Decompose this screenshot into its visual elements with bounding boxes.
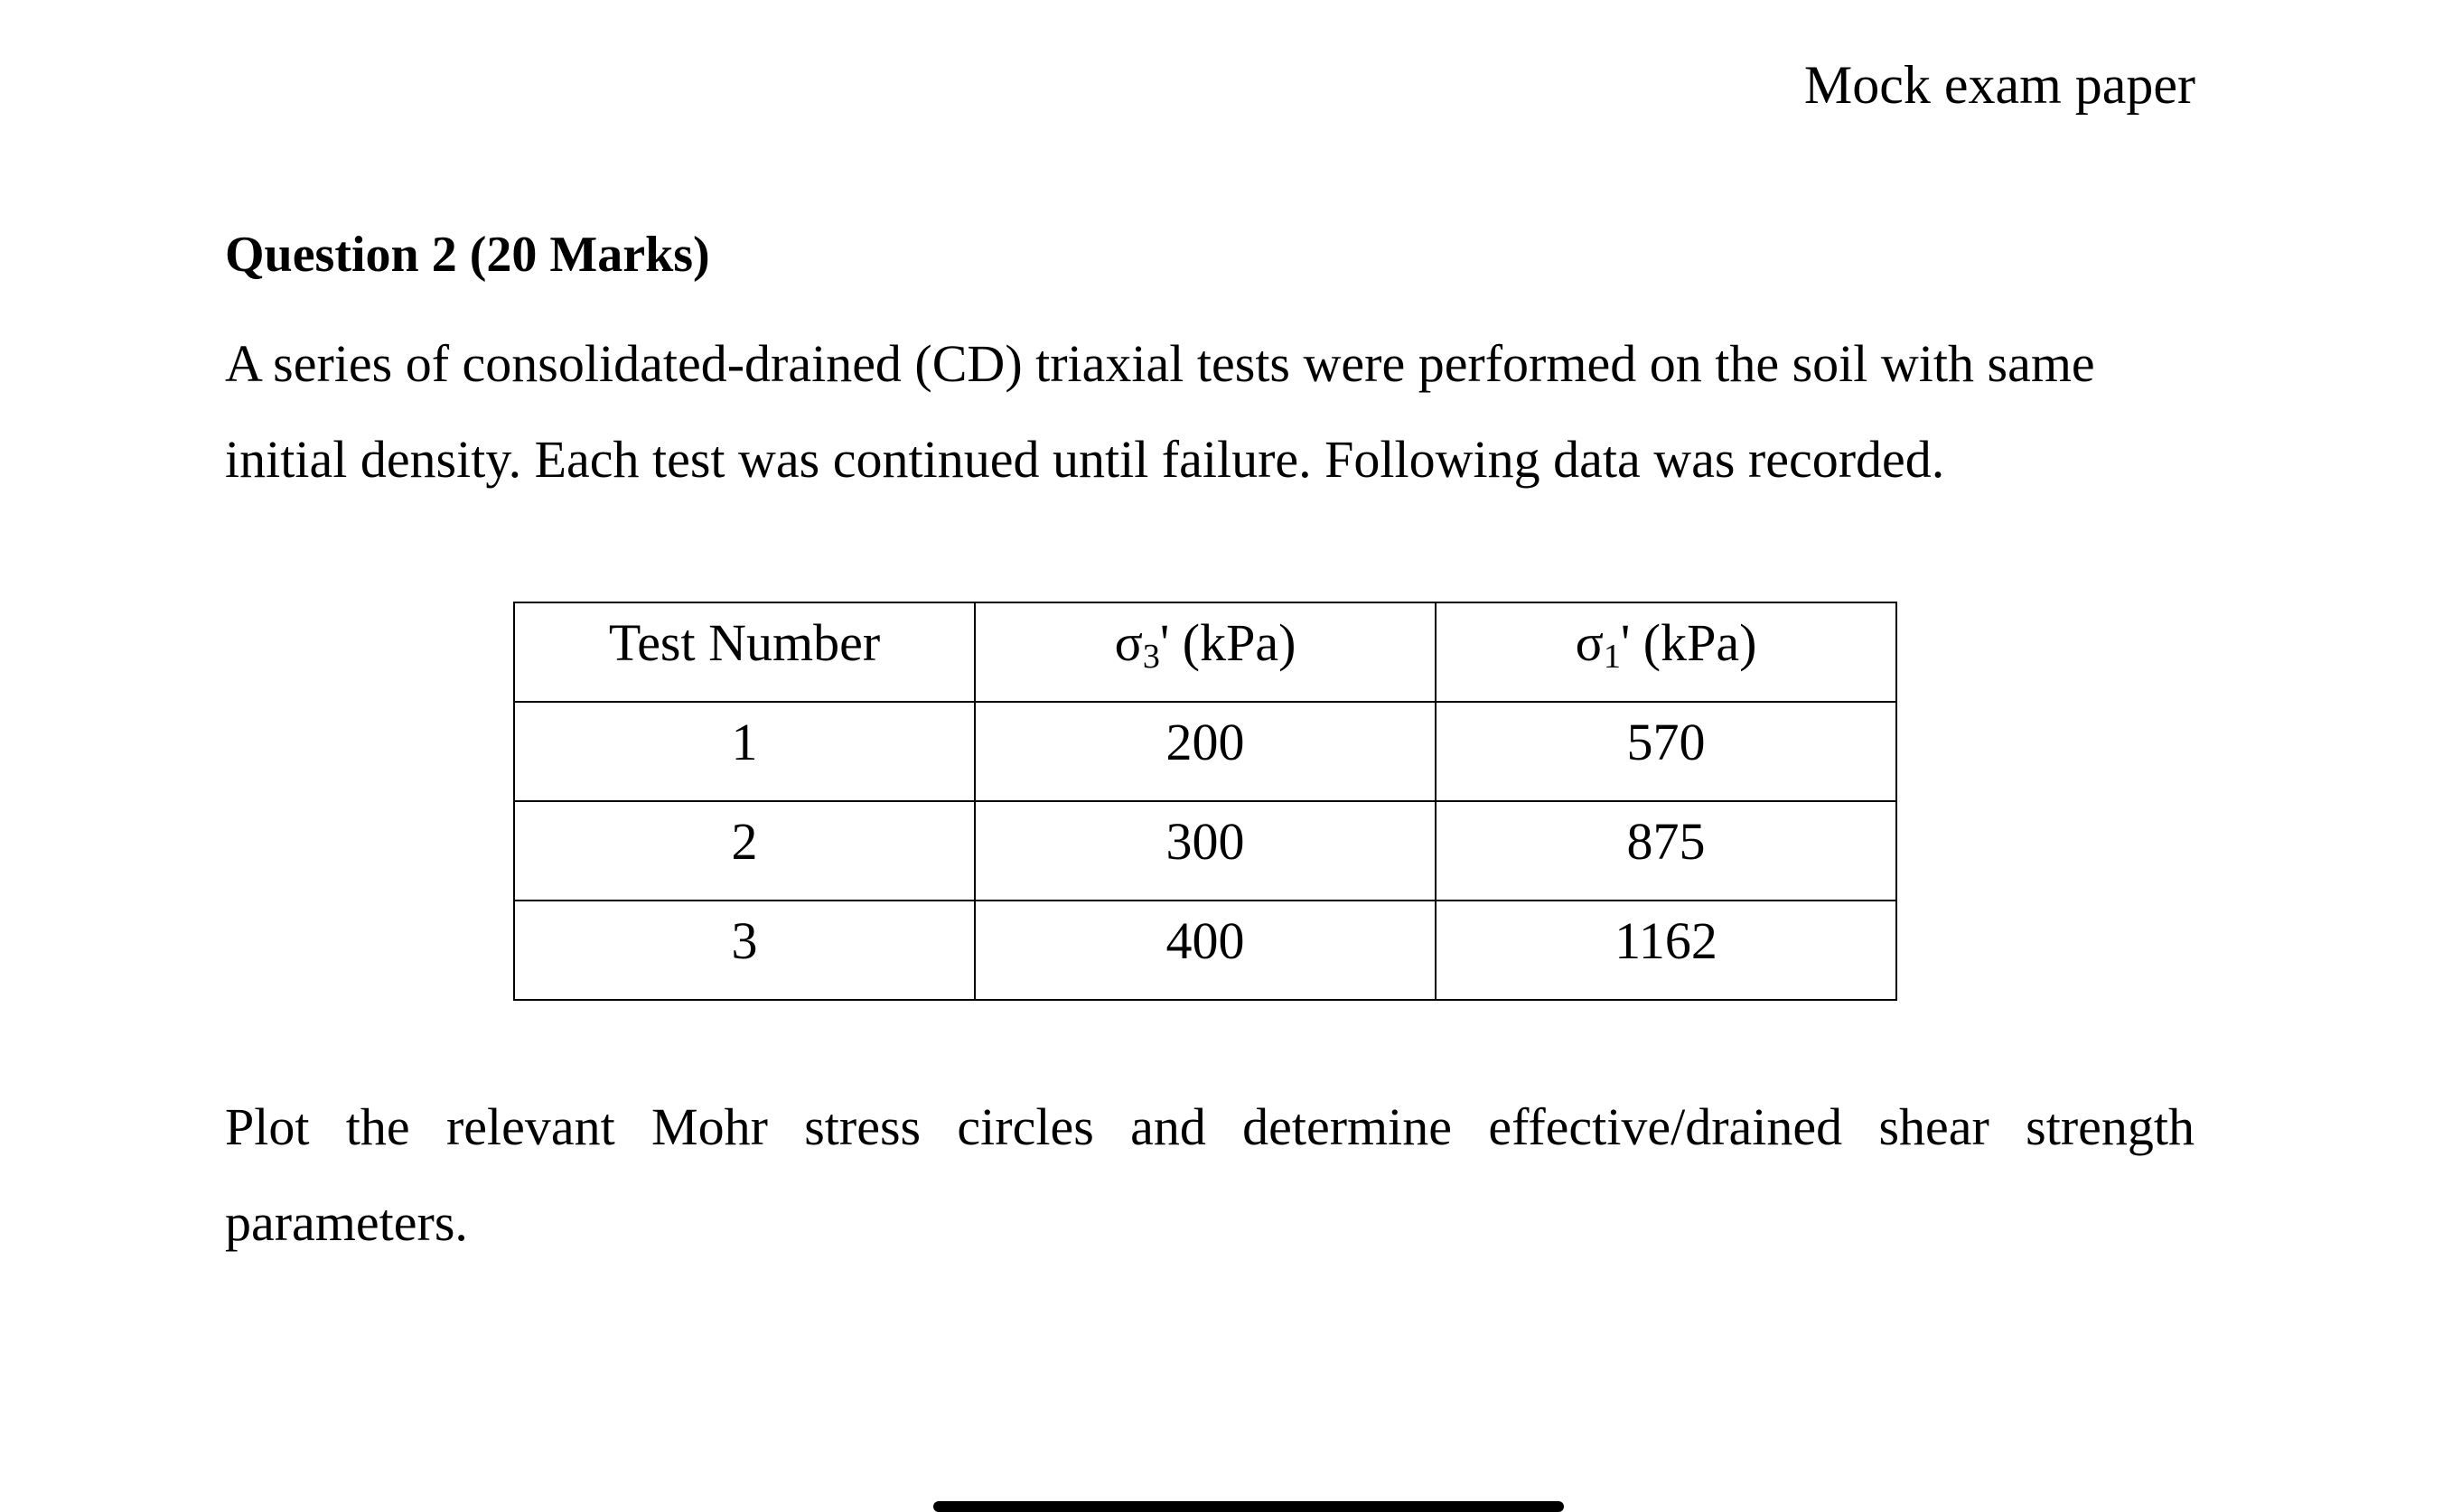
sigma1-symbol: σ (1575, 613, 1604, 672)
table-body (514, 702, 1896, 1000)
question-instruction: Plot the relevant Mohr stress circles and determine effective/drained shear strength parameters. (225, 1097, 2195, 1252)
cell-test-number: 2 (514, 801, 975, 901)
table-row (514, 901, 1896, 1000)
table-row (514, 702, 1896, 801)
header-sigma1 (1436, 602, 1896, 702)
header-sigma3 (975, 602, 1436, 702)
sigma3-symbol: σ (1114, 613, 1143, 672)
table-header-row (514, 602, 1896, 702)
cell-test-number: 3 (514, 901, 975, 1000)
question-intro: A series of consolidated-drained (CD) triaxial tests were performed on the soil with same initial density. Each test was continued until failure. Following data was recorded. (225, 334, 2095, 489)
sigma1-unit: ' (kPa) (1620, 613, 1757, 672)
table-header (514, 602, 1896, 702)
cell-sigma3: 400 (975, 901, 1436, 1000)
cell-sigma3: 200 (975, 702, 1436, 801)
triaxial-data-table (513, 602, 1897, 1001)
sigma1-subscript: 1 (1603, 638, 1621, 676)
sigma3-subscript: 3 (1142, 638, 1160, 676)
question-title: Question 2 (20 Marks) (225, 227, 710, 283)
cell-sigma1: 1162 (1436, 901, 1896, 1000)
cell-sigma1: 875 (1436, 801, 1896, 901)
cell-sigma1: 570 (1436, 702, 1896, 801)
header-test-number: Test Number (514, 602, 975, 702)
cell-test-number: 1 (514, 702, 975, 801)
sigma3-unit: ' (kPa) (1159, 613, 1296, 672)
table-row (514, 801, 1896, 901)
cell-sigma3: 300 (975, 801, 1436, 901)
home-indicator-bar[interactable] (933, 1501, 1564, 1512)
header-label: Mock exam paper (1803, 55, 2195, 115)
